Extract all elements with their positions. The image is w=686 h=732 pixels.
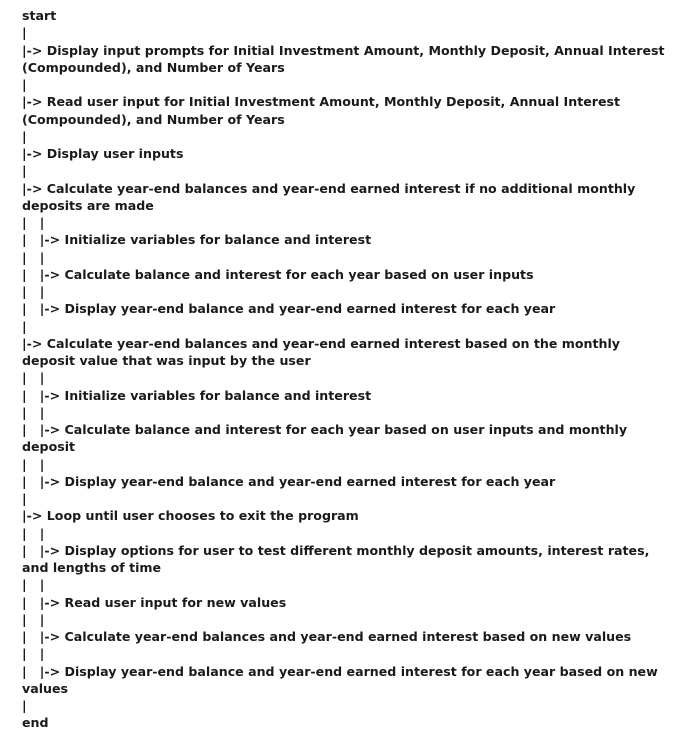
flow-line: |: [22, 163, 27, 179]
flow-line: | |: [22, 249, 45, 265]
flow-line: | |: [22, 370, 45, 386]
flow-line: | |-> Display year-end balance and year-end earned interest for each year: [22, 473, 556, 489]
flow-line: |: [22, 128, 27, 144]
flow-line: |: [22, 25, 27, 41]
flow-line: | |-> Display year-end balance and year-end earned interest for each year based on new values: [22, 663, 663, 696]
flow-line: |-> Display input prompts for Initial Investment Amount, Monthly Deposit, Annual Interest (Compounded), and Number of Years: [22, 42, 669, 75]
flow-line: | |: [22, 404, 45, 420]
flow-line: | |-> Initialize variables for balance and interest: [22, 232, 372, 248]
flow-line: | |-> Initialize variables for balance and interest: [22, 387, 372, 403]
flow-line: |-> Read user input for Initial Investment Amount, Monthly Deposit, Annual Interest (Compounded), and Number of Years: [22, 94, 625, 127]
flow-line: | |-> Calculate balance and interest for each year based on user inputs and monthly deposit: [22, 422, 632, 455]
flow-line: | |-> Read user input for new values: [22, 594, 287, 610]
flow-line: end: [22, 715, 49, 731]
flow-line: | |-> Display year-end balance and year-end earned interest for each year: [22, 301, 556, 317]
flow-line: |: [22, 77, 27, 92]
flow-line: | |-> Display options for user to test different monthly deposit amounts, interest rates, and lengths of time: [22, 542, 654, 575]
flow-line: | |: [22, 456, 45, 472]
flow-line: | |: [22, 577, 45, 593]
flow-line: | |: [22, 215, 45, 230]
flow-line: |-> Calculate year-end balances and year-end earned interest if no additional monthly deposits are made: [22, 180, 640, 213]
flow-line: |-> Loop until user chooses to exit the program: [22, 508, 359, 524]
flow-line: |: [22, 698, 27, 713]
flow-line: |: [22, 318, 27, 334]
flow-line: | |: [22, 646, 45, 662]
flow-line: |-> Display user inputs: [22, 146, 184, 161]
flow-line: | |: [22, 284, 45, 299]
flow-line: | |-> Calculate year-end balances and year-end earned interest based on new values: [22, 629, 632, 644]
flow-line: | |-> Calculate balance and interest for each year based on user inputs: [22, 266, 534, 282]
flow-line: | |: [22, 611, 45, 627]
flow-line: |-> Calculate year-end balances and year-end earned interest based on the monthly deposit value that was input by the user: [22, 335, 625, 368]
pseudocode-flowchart: [22, 7, 672, 732]
flow-line: start: [22, 8, 57, 23]
flow-line: |: [22, 491, 27, 506]
flow-line: | |: [22, 525, 45, 541]
